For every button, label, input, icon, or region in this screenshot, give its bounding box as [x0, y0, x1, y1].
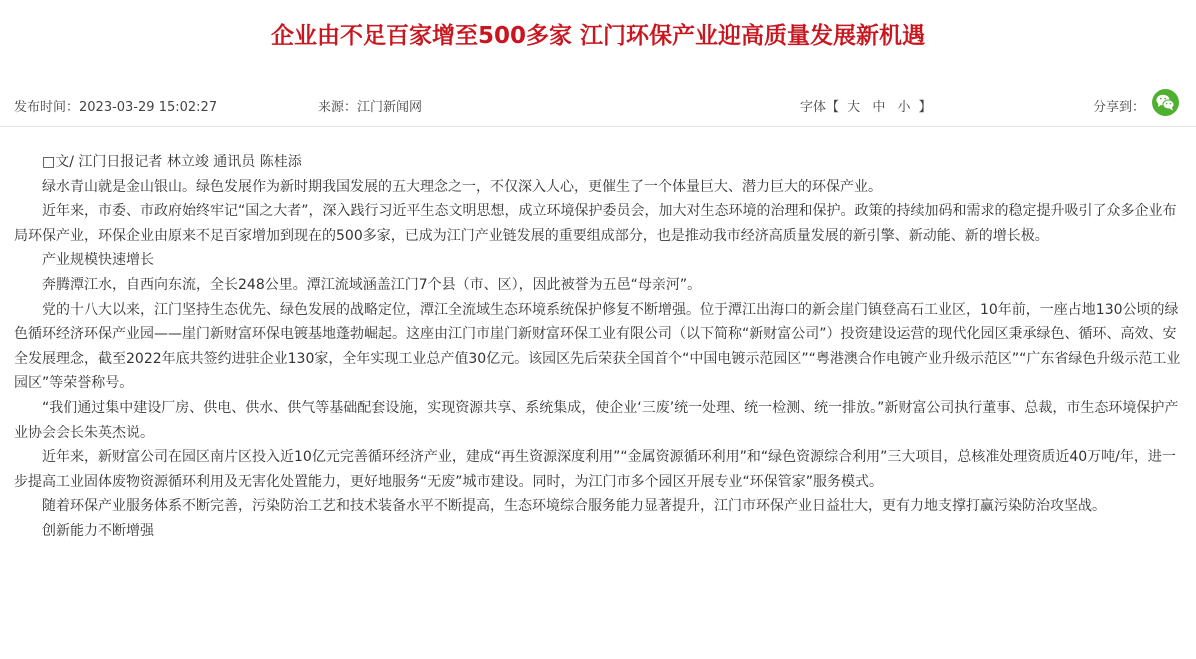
article-paragraph: 近年来，新财富公司在园区南片区投入近10亿元完善循环经济产业，建成“再生资源深度利用”“金属资源循环利用”和“绿色资源综合利用”三大项目，总核准处理资质近40万吨/年，进一步提高工业固体废物资源循环利用及无害化处置能力，更好地服务“无废”城市建设。同时，为江门市多个园区开展专业“环保管家”服务模式。: [14, 449, 1176, 490]
font-size-control: [800, 96, 932, 115]
article-paragraph: “我们通过集中建设厂房、供电、供水、供气等基础配套设施，实现资源共享、系统集成，使企业‘三废’统一处理、统一检测、统一排放。”新财富公司执行董事、总裁，市生态环境保护产业协会会长朱英杰说。: [14, 399, 1179, 441]
font-close-bracket: 】: [918, 100, 932, 115]
article-body: [14, 150, 1184, 544]
publish-label: 发布时间：: [14, 100, 80, 115]
source-label: 来源：: [318, 100, 358, 115]
wechat-icon[interactable]: [1152, 89, 1179, 116]
font-size-large-button[interactable]: 大: [847, 100, 861, 115]
wechat-glyph: [1156, 94, 1175, 111]
source-name: 江门新闻网: [357, 100, 423, 115]
article-paragraph: 随着环保产业服务体系不断完善，污染防治工艺和技术装备水平不断提高，生态环境综合服务能力显著提升，江门市环保产业日益壮大，更有力地支撑打赢污染防治攻坚战。: [42, 498, 1106, 515]
article-byline: □文/ 江门日报记者 林立竣 通讯员 陈桂添: [42, 154, 302, 170]
article-meta-bar: [0, 82, 1196, 127]
article-paragraph: 党的十八大以来，江门坚持生态优先、绿色发展的战略定位，潭江全流域生态环境系统保护修复不断增强。位于潭江出海口的新会崖门镇登高石工业区，10年前，一座占地130公顷的绿色循环经济环保产业园——崖门新财富环保电镀基地蓬勃崛起。这座由江门市崖门新财富环保工业有限公司（以下简称“新财富公司”）投资建设运营的现代化园区秉承绿色、循环、高效、安全发展理念，截至2022年底共签约进驻企业130家，全年实现工业总产值30亿元。该园区先后荣获全国首个“中国电镀示范园区”“粤港澳合作电镀产业升级示范区”“广东省绿色升级示范工业园区”等荣誉称号。: [14, 301, 1181, 392]
section-heading: 产业规模快速增长: [42, 252, 154, 269]
publish-time: 2023-03-29 15:02:27: [79, 100, 218, 115]
publish-info: [14, 96, 217, 115]
article-paragraph: 绿水青山就是金山银山。绿色发展作为新时期我国发展的五大理念之一，不仅深入人心，更催生了一个体量巨大、潜力巨大的环保产业。: [42, 178, 882, 195]
font-size-medium-button[interactable]: 中: [872, 100, 886, 115]
share-label: 分享到：: [1093, 100, 1146, 115]
font-size-small-button[interactable]: 小: [897, 100, 911, 115]
source-info: [318, 96, 422, 115]
article-paragraph: 奔腾潭江水，自西向东流，全长248公里。潭江流域涵盖江门7个县（市、区），因此被誉为五邑“母亲河”。: [42, 276, 702, 293]
font-label: 字体【: [800, 100, 840, 115]
section-heading: 创新能力不断增强: [42, 522, 154, 539]
article-paragraph: 近年来，市委、市政府始终牢记“国之大者”，深入践行习近平生态文明思想，成立环境保护委员会，加大对生态环境的治理和保护。政策的持续加码和需求的稳定提升吸引了众多企业布局环保产业，环保企业由原来不足百家增加到现在的500多家，已成为江门产业链发展的重要组成部分，也是推动我市经济高质量发展的新引擎、新动能、新的增长极。: [14, 203, 1177, 244]
article-title: 企业由不足百家增至500多家 江门环保产业迎高质量发展新机遇: [270, 23, 926, 49]
